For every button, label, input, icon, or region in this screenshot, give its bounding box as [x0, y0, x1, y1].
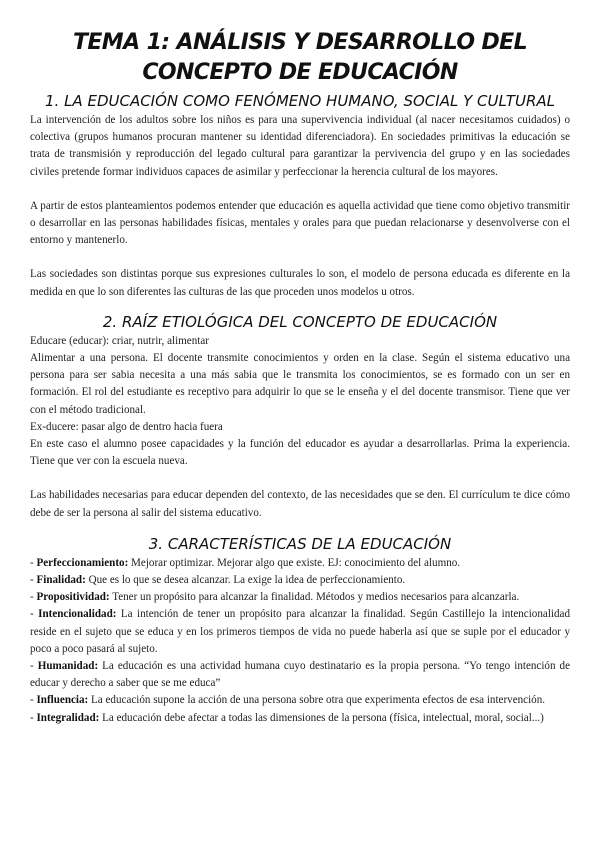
characteristics-list — [30, 555, 570, 727]
document-title: TEMA 1: ANÁLISIS Y DESARROLLO DEL CONCEPTO DE EDUCACIÓN — [72, 30, 528, 85]
list-item: - Integralidad: La educación debe afectar a todas las dimensiones de la persona (física, intelectual, moral, social...) — [30, 711, 544, 724]
list-item: - Intencionalidad: La intención de tener un propósito para alcanzar la finalidad. Según Castillejo la intencionalidad reside en el sujeto que se educa y en los primeros tiempos de vida no puede haberla así que se suple por el educador y poco a poco pasará al sujeto. — [30, 608, 571, 655]
section-2-line-exducere: Ex-ducere: pasar algo de dentro hacia fuera — [30, 420, 223, 433]
section-heading-2: 2. RAÍZ ETIOLÓGICA DEL CONCEPTO DE EDUCACIÓN — [102, 312, 498, 331]
section-2-line-educare: Educare (educar): criar, nutrir, alimentar — [30, 334, 209, 347]
section-2-paragraph-traditional: Alimentar a una persona. El docente transmite conocimientos y orden en la clase. Según el sistema educativo una persona para ser sabia necesita a una más sabia que le transmita los conocimientos, se es formado con un ser en formación. El rol del estudiante es receptivo para adquirir lo que se le enseña y el del docente transmisor. Tiene que ver con el método tradicional. — [30, 352, 570, 416]
list-item: - Perfeccionamiento: Mejorar optimizar. Mejorar algo que existe. EJ: conocimiento del alumno. — [30, 556, 461, 569]
list-item: - Finalidad: Que es lo que se desea alcanzar. La exige la idea de perfeccionamiento. — [30, 574, 406, 587]
section-2-paragraph-new-school: En este caso el alumno posee capacidades y la función del educador es ayudar a desarrollarlas. Prima la experiencia. Tiene que ver con la escuela nueva. — [30, 438, 570, 468]
section-1-paragraph-3: Las sociedades son distintas porque sus expresiones culturales lo son, el modelo de persona educada es diferente en la medida en que lo son diferentes las culturas de las que proceden unos modelos u otros. — [30, 268, 570, 298]
section-1-paragraph-2: A partir de estos planteamientos podemos entender que educación es aquella actividad que tiene como objetivo transmitir o desarrollar en las personas habilidades físicas, mentales y orales para que puedan relacionarse y desenvolverse con el entorno y mantenerlo. — [30, 199, 570, 247]
section-1-paragraph-1: La intervención de los adultos sobre los niños es para una supervivencia individual (al nacer necesitamos cuidados) o colectiva (grupos humanos procuran mantener su identidad diferenciadora). En sociedades primitivas la educación se trata de transmisión y reproducción del legado cultural para garantizar la pervivencia del grupo y en las sociedades civiles pretende formar individuos capaces de asimilar y perfeccionar la herencia cultural de los mayores. — [30, 114, 570, 178]
section-heading-3: 3. CARACTERÍSTICAS DE LA EDUCACIÓN — [148, 534, 452, 553]
section-2-closing-paragraph: Las habilidades necesarias para educar dependen del contexto, de las necesidades que se den. El currículum te dice cómo debe de ser la persona al salir del sistema educativo. — [30, 489, 570, 519]
list-item: - Influencia: La educación supone la acción de una persona sobre otra que experimenta efectos de esa intervención. — [30, 694, 546, 707]
list-item: - Propositividad: Tener un propósito para alcanzar la finalidad. Métodos y medios necesarios para alcanzarla. — [30, 591, 520, 604]
section-heading-1: 1. LA EDUCACIÓN COMO FENÓMENO HUMANO, SOCIAL Y CULTURAL — [45, 92, 555, 110]
list-item: - Humanidad: La educación es una actividad humana cuyo destinatario es la propia persona. “Yo tengo intención de educar y derecho a saber que se me educa” — [30, 660, 571, 690]
